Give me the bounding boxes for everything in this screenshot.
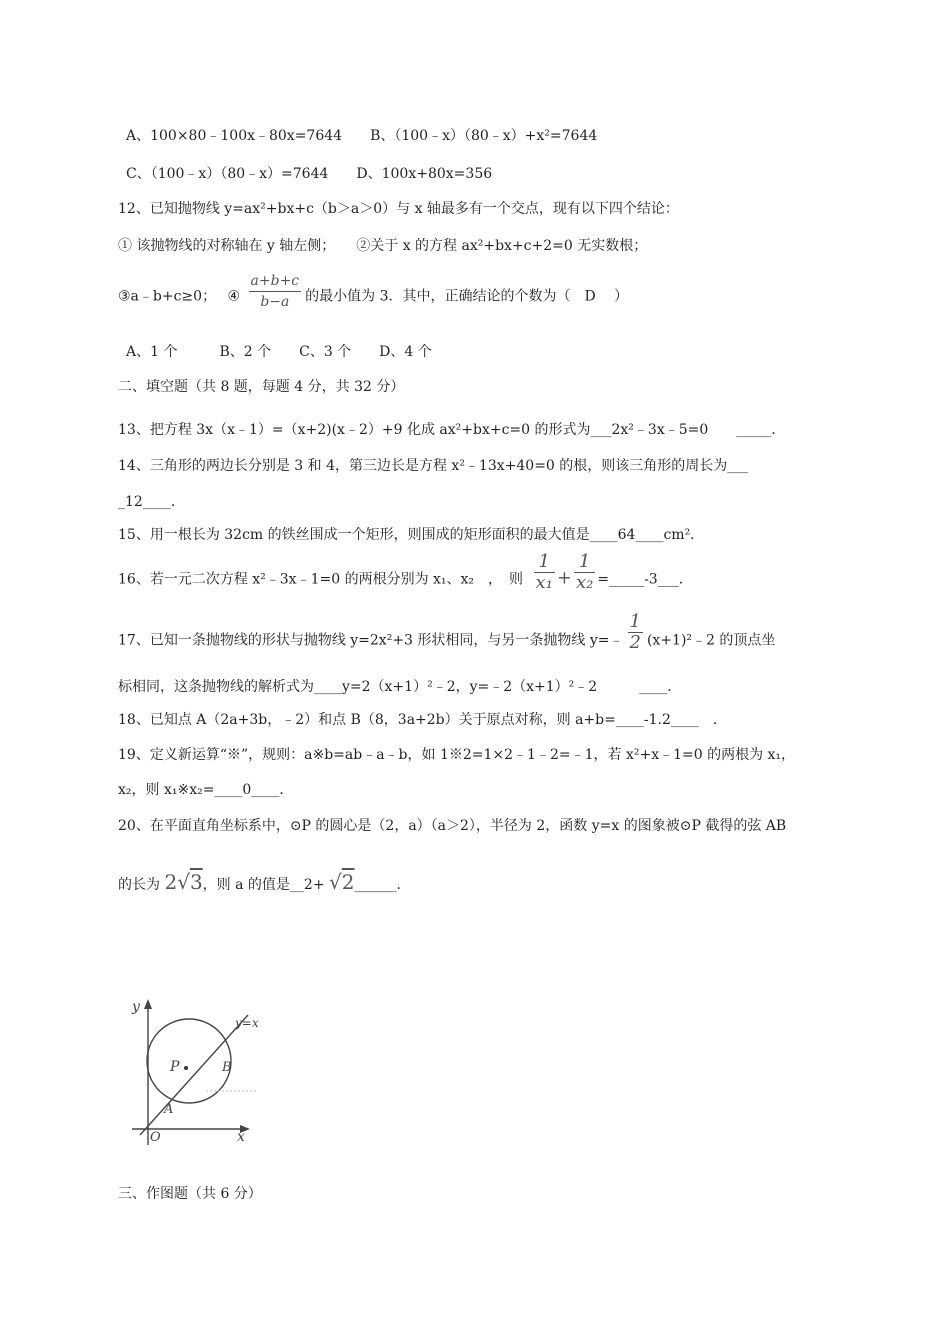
q19-line-1: 19、定义新运算“※”，规则：a※b=ab﹣a﹣b，如 1※2=1×2﹣1﹣2=﹣1，若 x²+x﹣1=0 的两根为 x₁，: [118, 747, 796, 763]
q20-line-2-mid: ，则 a 的值是__2+: [202, 877, 325, 893]
q17-fraction-numerator: 1: [629, 611, 641, 632]
q17-line-2: 标相同，这条抛物线的解析式为____y=2（x+1）²﹣2，y=﹣2（x+1）²﹣2 ____．: [118, 679, 682, 695]
q17-fraction: [628, 612, 643, 653]
q12-fraction-denominator: b−a: [260, 294, 290, 310]
q12-conclusions-3-4: [118, 273, 629, 312]
q16-plus: +: [556, 567, 572, 589]
center-p-dot: [184, 1066, 188, 1070]
b-label: B: [222, 1060, 232, 1075]
q12-stem: 12、已知抛物线 y=ax²+bx+c（b＞a＞0）与 x 轴最多有一个交点，现有以下四个结论：: [118, 201, 679, 217]
q12-conclusion-4-tail: 的最小值为 3．其中，正确结论的个数为（ D ）: [305, 288, 629, 305]
y-axis-arrow: [144, 999, 152, 1009]
p-label: P: [170, 1059, 180, 1075]
x-axis-label: x: [237, 1129, 245, 1145]
q20-sqrt-1-coefficient: 2: [164, 870, 178, 894]
y-axis-label: y: [132, 999, 140, 1015]
line-label: y=x: [235, 1016, 259, 1030]
section-3-heading: 三、作图题（共 6 分）: [118, 1186, 262, 1202]
section-2-heading: 二、填空题（共 8 题，每题 4 分，共 32 分）: [118, 379, 405, 395]
q12-options: A、1 个 B、2 个 C、3 个 D、4 个: [126, 344, 432, 360]
q17-tail: (x+1)²﹣2 的顶点坐: [646, 632, 776, 649]
q11-options-cd: C、（100﹣x）（80﹣x）=7644 D、100x+80x=356: [126, 166, 493, 182]
origin-label: O: [150, 1130, 161, 1145]
q20-sqrt-1-radicand: 3: [189, 870, 203, 894]
q20-sqrt-2-radicand: 2: [341, 870, 355, 894]
q18: 18、已知点 A（2a+3b，﹣2）和点 B（8，3a+2b）关于原点对称，则 a+b=____-1.2____ ．: [118, 712, 727, 728]
line-y-equals-x: [140, 1015, 248, 1135]
q19-line-2: x₂，则 x₁※x₂=____0____．: [118, 782, 294, 798]
q20-sqrt-2-root-3: 2√3: [164, 870, 203, 894]
q20-line-2: [118, 872, 411, 895]
q16-fraction-2-numerator: 1: [574, 552, 595, 573]
q12-fraction: [249, 271, 302, 312]
q11-options-ab: A、100×80﹣100x﹣80x=7644 B、（100﹣x）（80﹣x）+x²=7644: [126, 128, 598, 144]
q12-fraction-numerator: a+b+c: [249, 271, 302, 292]
q20-line-2-head: 的长为: [118, 877, 160, 893]
q12-conclusions-1-2: ① 该抛物线的对称轴在 y 轴左侧； ②关于 x 的方程 ax²+bx+c+2=0 无实数根；: [118, 238, 648, 254]
q17-line-1: [118, 611, 776, 653]
q17-fraction-denominator: 2: [629, 632, 641, 653]
q16-fraction-1-numerator: 1: [534, 552, 555, 573]
q17-head: 17、已知一条抛物线的形状与抛物线 y=2x²+3 形状相同，与另一条抛物线 y=﹣: [118, 632, 624, 649]
q20-line-2-tail: ______．: [354, 877, 411, 893]
q13: 13、把方程 3x（x﹣1）=（x+2)(x﹣2）+9 化成 ax²+bx+c=0 的形式为___2x²﹣3x﹣5=0 _____．: [118, 422, 786, 438]
q20-line-1: 20、在平面直角坐标系中，⊙P 的圆心是（2，a）（a＞2），半径为 2，函数 y=x 的图象被⊙P 截得的弦 AB: [118, 818, 787, 834]
q20-sqrt-root-2: √2: [329, 870, 355, 894]
q15: 15、用一根长为 32cm 的铁丝围成一个矩形，则围成的矩形面积的最大值是____64____cm²．: [118, 527, 705, 543]
q20-figure: [110, 995, 300, 1175]
q16-fraction-1-denominator: x₁: [535, 572, 553, 593]
q14-line-2: _12____．: [118, 494, 185, 510]
q16-fraction-1: [534, 552, 555, 593]
q14-line-1: 14、三角形的两边长分别是 3 和 4，第三边长是方程 x²﹣13x+40=0 的根，则该三角形的周长为___: [118, 458, 749, 474]
q16: [118, 551, 693, 593]
q12-conclusion-3: ③a﹣b+c≥0； ④: [118, 288, 245, 305]
a-label: A: [164, 1102, 174, 1117]
circle-p: [147, 1019, 231, 1103]
q16-tail: =_____-3___．: [597, 571, 693, 588]
q16-fraction-2-denominator: x₂: [575, 572, 594, 593]
q16-fraction-2: [574, 552, 595, 593]
q16-head: 16、若一元二次方程 x²﹣3x﹣1=0 的两根分别为 x₁、x₂ ， 则: [118, 571, 524, 588]
